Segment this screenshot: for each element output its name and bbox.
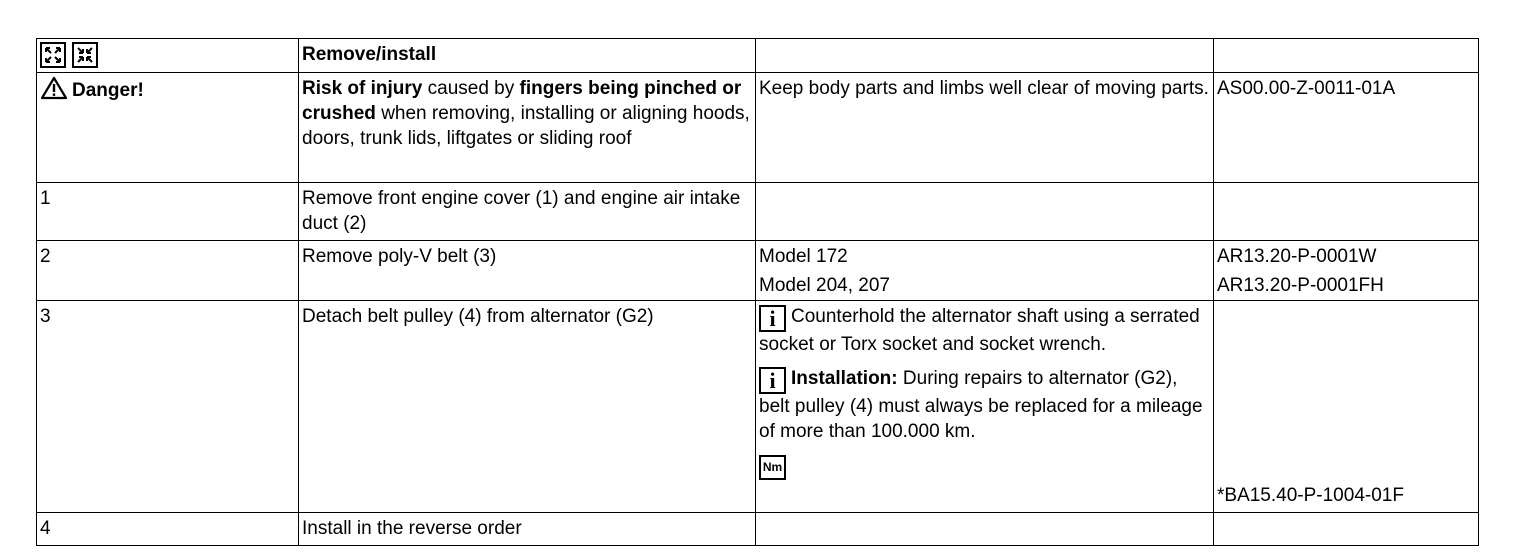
step-ref-cell bbox=[1214, 183, 1479, 241]
danger-risk-cell bbox=[299, 73, 756, 183]
document-ref: AR13.20-P-0001FH bbox=[1217, 275, 1384, 296]
model-note: Model 204, 207 bbox=[759, 275, 890, 296]
header-title: Remove/install bbox=[299, 39, 756, 73]
note-text: During repairs to alternator (G2), belt pulley (4) must always be replaced for a mileage of more than 100.000 km. bbox=[759, 368, 1203, 442]
step-ref-cell bbox=[1214, 241, 1479, 301]
step-row bbox=[37, 241, 1479, 301]
step-ref-cell bbox=[1214, 301, 1479, 513]
header-empty-cell bbox=[1214, 39, 1479, 73]
risk-text-2: when removing, installing or aligning hoods, doors, trunk lids, liftgates or sliding roof bbox=[302, 103, 750, 149]
step-number: 3 bbox=[37, 301, 299, 513]
header-empty-cell bbox=[756, 39, 1214, 73]
info-icon: i bbox=[759, 305, 786, 332]
note-bold-label: Installation: bbox=[791, 368, 898, 389]
step-row bbox=[37, 183, 1479, 241]
risk-bold-1: Risk of injury bbox=[302, 78, 423, 99]
install-icon bbox=[72, 42, 98, 68]
step-text: Remove poly-V belt (3) bbox=[299, 241, 756, 301]
danger-label: Danger! bbox=[72, 80, 144, 101]
header-icons-cell bbox=[37, 39, 299, 73]
step-note-cell bbox=[756, 183, 1214, 241]
step-text: Detach belt pulley (4) from alternator (G2) bbox=[299, 301, 756, 513]
info-icon: i bbox=[759, 367, 786, 394]
risk-text-1: caused by bbox=[422, 78, 520, 99]
procedure-table bbox=[36, 38, 1479, 546]
document-ref: *BA15.40-P-1004-01F bbox=[1217, 485, 1404, 506]
model-note: Model 172 bbox=[759, 246, 848, 267]
step-row bbox=[37, 301, 1479, 513]
step-ref-cell bbox=[1214, 513, 1479, 546]
header-row bbox=[37, 39, 1479, 73]
warning-triangle-icon bbox=[40, 76, 68, 100]
step-note-cell bbox=[756, 241, 1214, 301]
note-installation bbox=[759, 366, 1209, 444]
step-row bbox=[37, 513, 1479, 546]
danger-label-cell bbox=[37, 73, 299, 183]
risk-bold-2: fingers being pinched or crushed bbox=[302, 78, 742, 124]
step-note-cell bbox=[756, 301, 1214, 513]
step-text: Install in the reverse order bbox=[299, 513, 756, 546]
danger-measure: Keep body parts and limbs well clear of moving parts. bbox=[756, 73, 1214, 183]
torque-nm-icon: Nm bbox=[759, 455, 786, 480]
torque-note bbox=[759, 448, 1209, 480]
document-ref: AR13.20-P-0001W bbox=[1217, 246, 1377, 267]
step-text: Remove front engine cover (1) and engine air intake duct (2) bbox=[299, 183, 756, 241]
step-note-cell bbox=[756, 513, 1214, 546]
remove-icon bbox=[40, 42, 66, 68]
step-number: 4 bbox=[37, 513, 299, 546]
step-number: 1 bbox=[37, 183, 299, 241]
danger-ref: AS00.00-Z-0011-01A bbox=[1214, 73, 1479, 183]
note-text: Counterhold the alternator shaft using a serrated socket or Torx socket and socket wrench. bbox=[759, 306, 1200, 355]
note-counterhold bbox=[759, 304, 1209, 357]
danger-row bbox=[37, 73, 1479, 183]
step-number: 2 bbox=[37, 241, 299, 301]
